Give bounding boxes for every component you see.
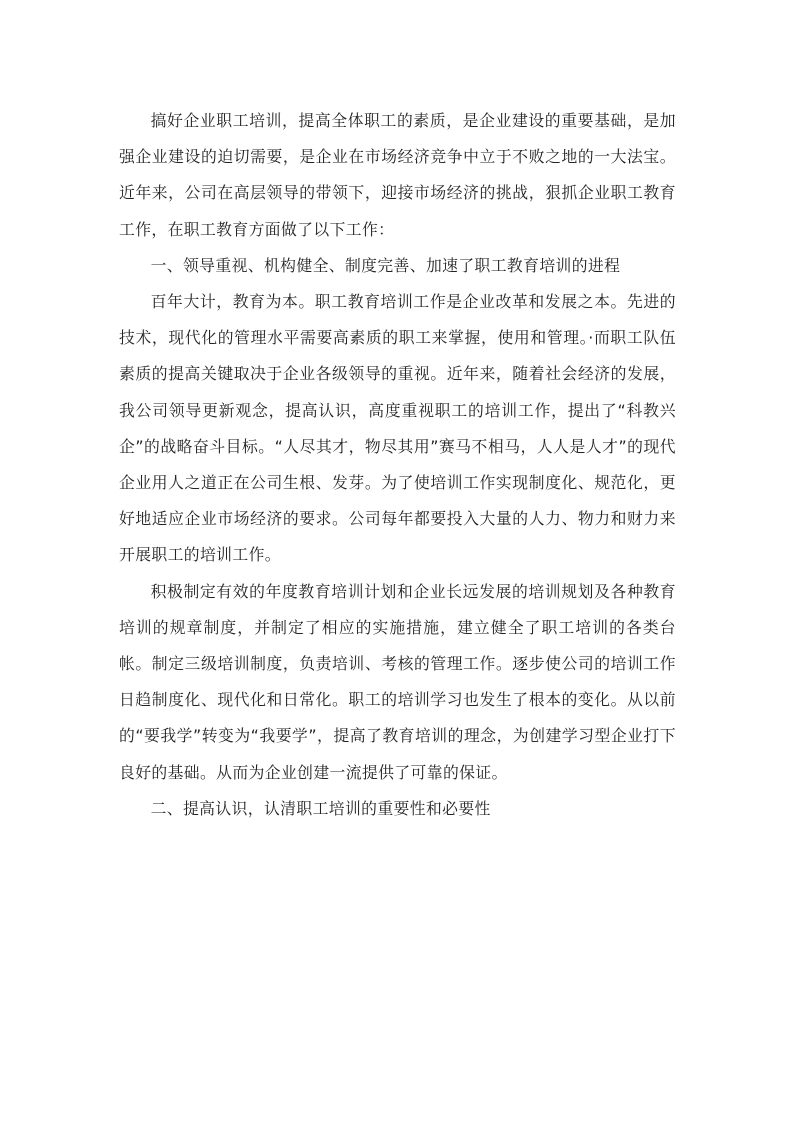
body-paragraph-1: 百年大计，教育为本。职工教育培训工作是企业改革和发展之本。先进的技术，现代化的管理水平需要高素质的职工来掌握，使用和管理。·而职工队伍素质的提高关键取决于企业各级领导的重视。近年来，随着社会经济的发展，我公司领导更新观念，提高认识，高度重视职工的培训工作，提出了“科教兴企”的战略奋斗目标。“人尽其才，物尽其用”赛马不相马，人人是人才”的现代企业用人之道正在公司生根、发芽。为了使培训工作实现制度化、规范化，更好地适应企业市场经济的要求。公司每年都要投入大量的人力、物力和财力来开展职工的培训工作。 — [119, 292, 676, 565]
section-heading-1: 一、领导重视、机构健全、制度完善、加速了职工教育培训的进程 — [150, 255, 621, 275]
body-paragraph-2: 积极制定有效的年度教育培训计划和企业长远发展的培训规划及各种教育培训的规章制度，并制定了相应的实施措施，建立健全了职工培训的各类台帐。制定三级培训制度，负责培训、考核的管理工作。逐步使公司的培训工作日趋制度化、现代化和日常化。职工的培训学习也发生了根本的变化。从以前的“要我学”转变为“我要学”，提高了教育培训的理念，为创建学习型企业打下良好的基础。从而为企业创建一流提供了可靠的保证。 — [119, 581, 676, 782]
document-body — [119, 103, 676, 827]
section-heading-2: 二、提高认识，认清职工培训的重要性和必要性 — [150, 798, 491, 818]
intro-paragraph: 搞好企业职工培训，提高全体职工的素质，是企业建设的重要基础，是加强企业建设的迫切需要，是企业在市场经济竞争中立于不败之地的一大法宝。近年来，公司在高层领导的带领下，迎接市场经济的挑战，狠抓企业职工教育工作，在职工教育方面做了以下工作： — [119, 111, 676, 239]
